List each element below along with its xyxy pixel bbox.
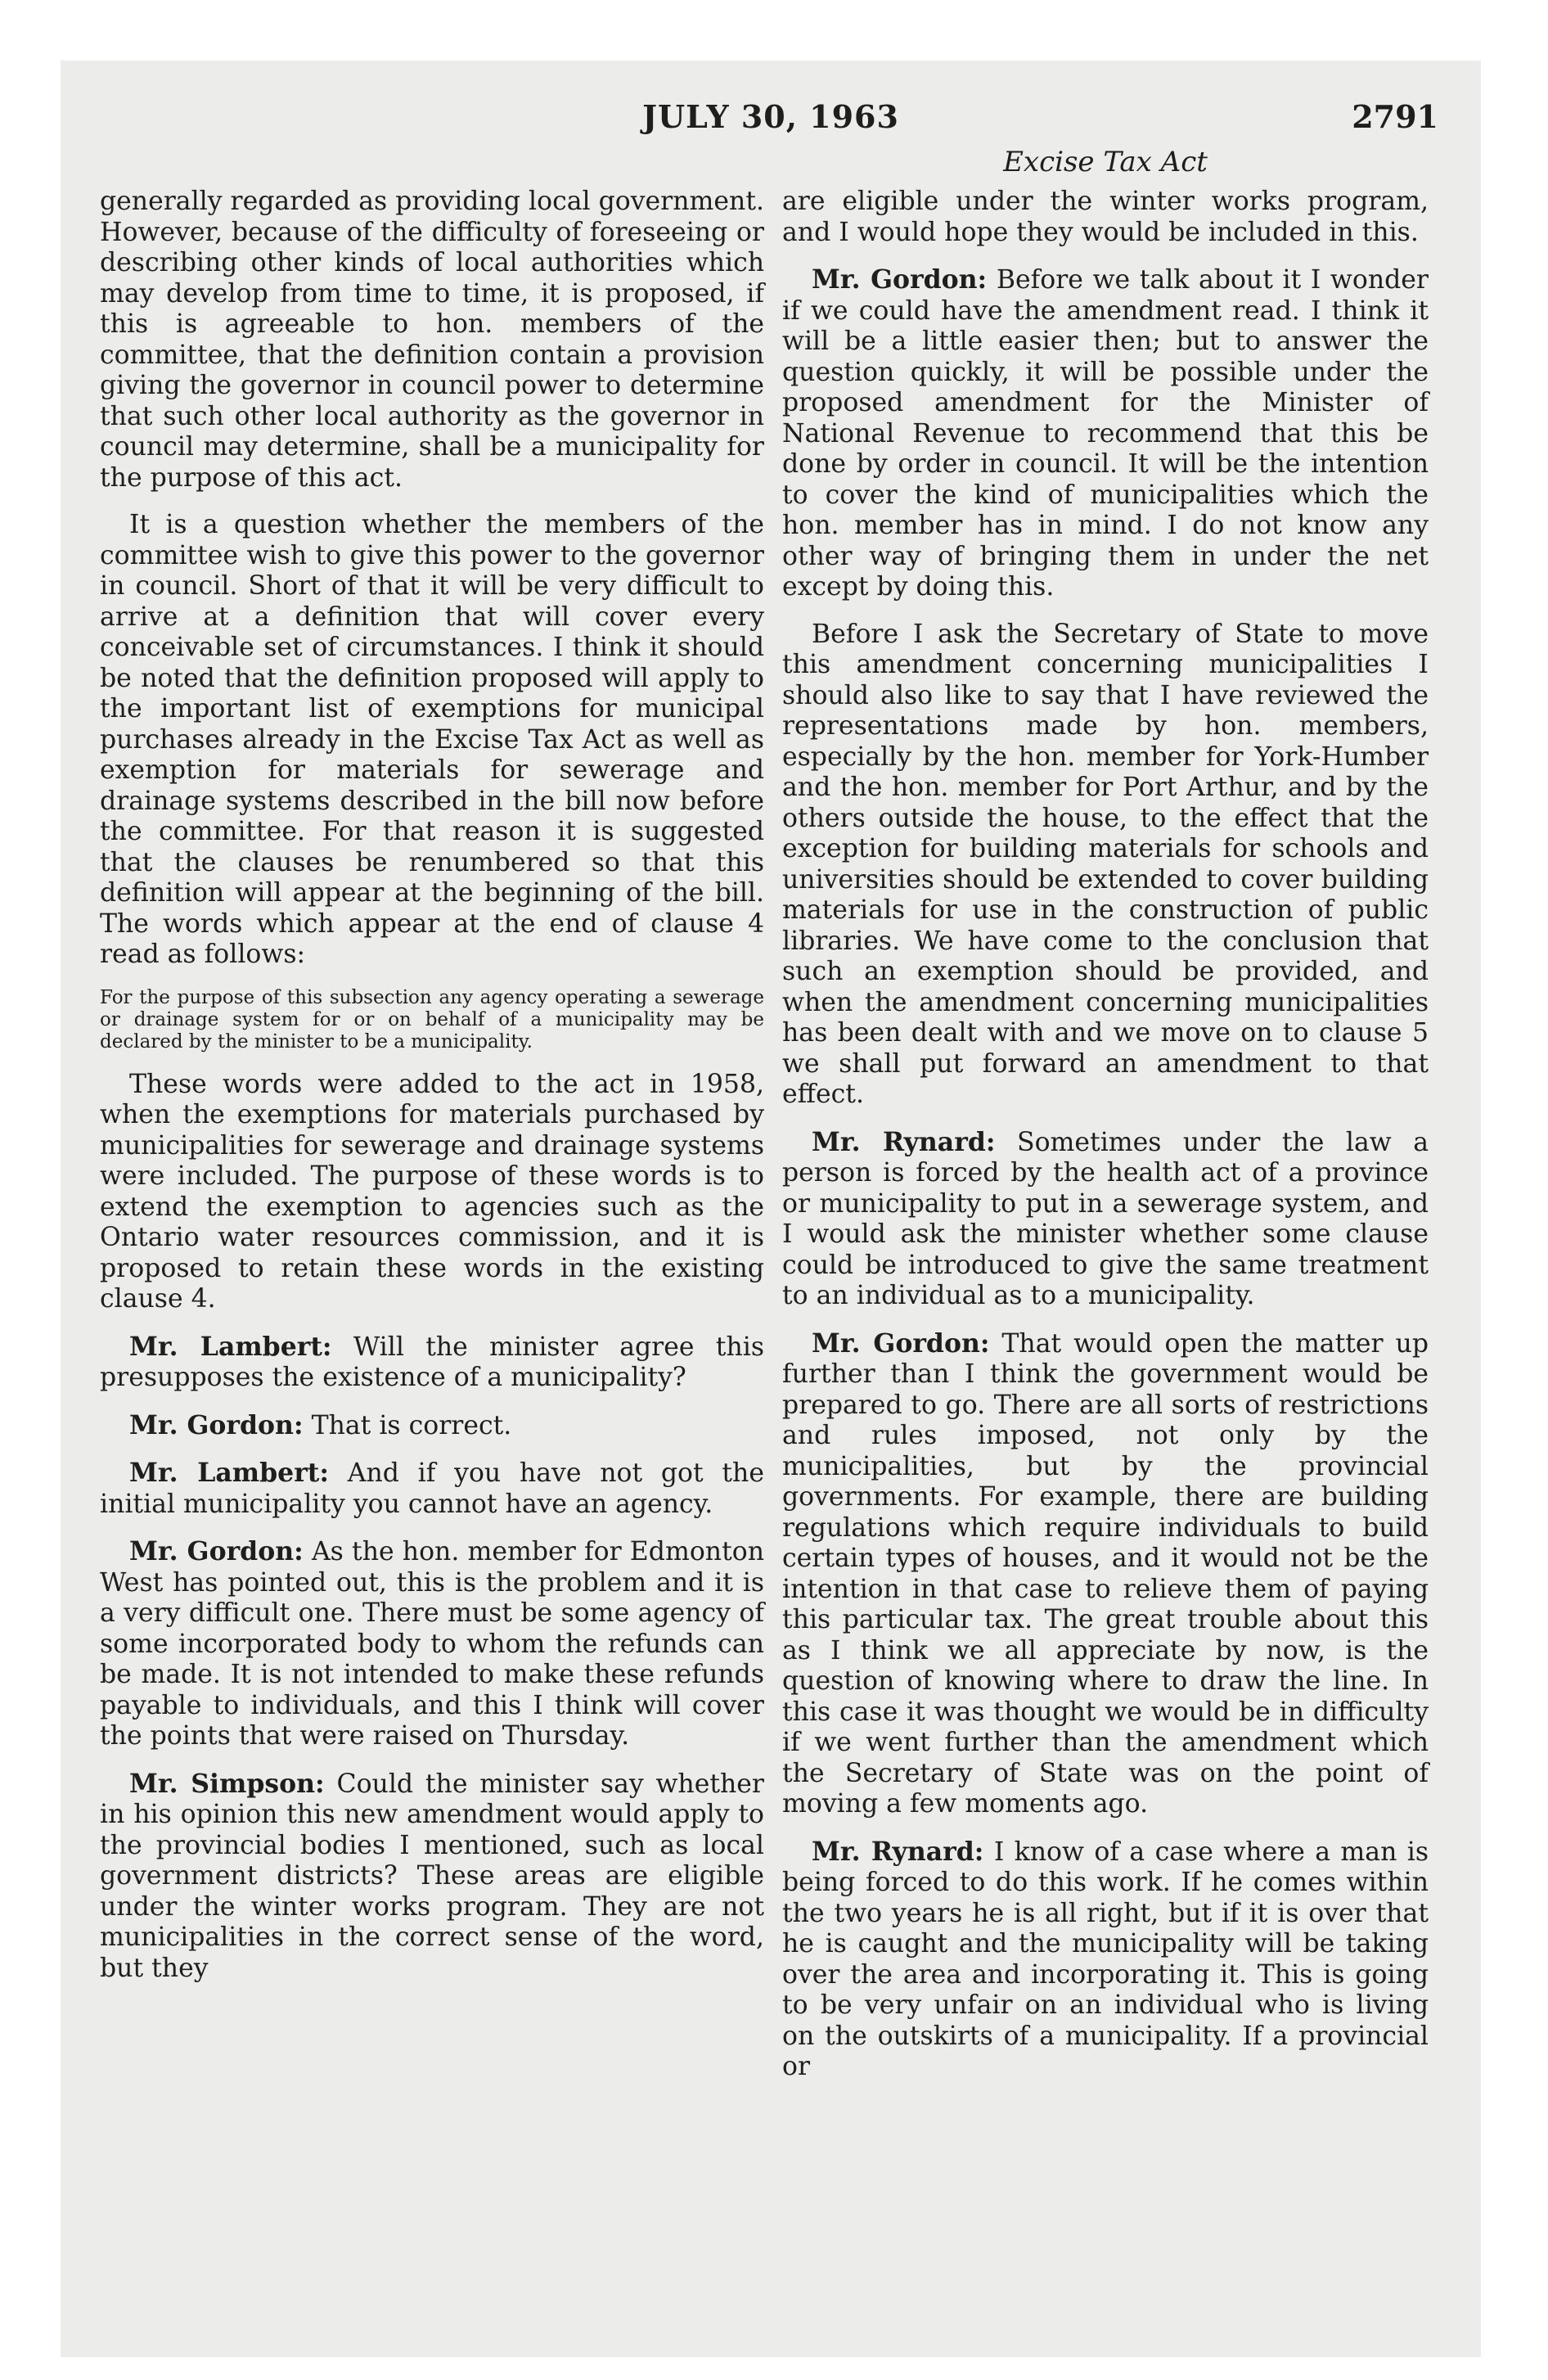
paragraph-text: Sometimes under the law a person is forced by the health act of a province or municipality to put in a sewerage system, and I would ask the minister whether some clause could be introduced to give the same treatment to an individual as to a municipality. xyxy=(782,1127,1429,1310)
paragraph-text: And if you have not got the initial municipality you cannot have an agency. xyxy=(100,1458,764,1519)
paragraph-continued xyxy=(100,187,764,494)
page-header xyxy=(61,98,1481,147)
speaker-name: Mr. Rynard: xyxy=(812,1836,984,1867)
paragraph-text: For the purpose of this subsection any agency operating a sewerage or drainage system for or on behalf of a municipality may be declared by the minister to be a municipality. xyxy=(100,986,764,1053)
right-column xyxy=(782,187,1429,2099)
paragraph-text: These words were added to the act in 1958, when the exemptions for materials purchased by municipalities for sewerage and drainage systems were included. The purpose of these words is to extend the exemption to agencies such as the Ontario water resources commission, and it is proposed to retain these words in the existing clause 4. xyxy=(100,1069,764,1314)
page-number: 2791 xyxy=(1352,98,1438,135)
speech-paragraph xyxy=(782,1837,1429,2083)
speech-paragraph xyxy=(100,1332,764,1394)
speech-paragraph xyxy=(782,1127,1429,1312)
speaker-name: Mr. Gordon: xyxy=(129,1409,304,1440)
speaker-name: Mr. Rynard: xyxy=(812,1126,996,1157)
speaker-name: Mr. Gordon: xyxy=(812,264,988,295)
speaker-name: Mr. Lambert: xyxy=(129,1458,329,1488)
speaker-name: Mr. Gordon: xyxy=(129,1536,304,1566)
paragraph-text: As the hon. member for Edmonton West has pointed out, this is the problem and it is a very difficult one. There must be some agency of some incorporated body to whom the refunds can be made. It is not intended to make these refunds payable to individuals, and this I think will cover the points that were raised on Thursday. xyxy=(100,1537,764,1751)
speech-paragraph xyxy=(100,1769,764,1985)
paragraph-text: That is correct. xyxy=(311,1410,512,1440)
speaker-name: Mr. Lambert: xyxy=(129,1331,332,1362)
paragraph-continued xyxy=(782,187,1429,248)
paragraph-text: Before we talk about it I wonder if we could have the amendment read. I think it will be a little easier then; but to answer the question quickly, it will be possible under the proposed amendment for the Minister of National Revenue to recommend that this be done by order in council. It will be the intention to cover the kind of municipalities which the hon. member has in mind. I do not know any other way of bringing them in under the net except by doing this. xyxy=(782,265,1429,602)
paragraph-text: are eligible under the winter works program, and I would hope they would be included in this. xyxy=(782,187,1429,247)
block-quote xyxy=(100,987,764,1053)
section-title: Excise Tax Act xyxy=(1003,146,1208,178)
speech-paragraph xyxy=(782,1328,1429,1820)
speaker-name: Mr. Simpson: xyxy=(129,1768,325,1799)
paragraph-text: That would open the matter up further than I think the government would be prepared to go. There are all sorts of restrictions and rules imposed, not only by the municipalities, but by the provincial governments. For example, there are building regulations which require individuals to build certain types of houses, and it would not be the intention in that case to relieve them of paying this particular tax. The great trouble about this as I think we all appreciate by now, is the question of knowing where to draw the line. In this case it was thought we would be in difficulty if we went further than the amendment which the Secretary of State was on the point of moving a few moments ago. xyxy=(782,1328,1429,1819)
paragraph-text: It is a question whether the members of the committee wish to give this power to the governor in council. Short of that it will be very difficult to arrive at a definition that will cover every conceivable set of circumstances. I think it should be noted that the definition proposed will apply to the important list of exemptions for municipal purchases already in the Excise Tax Act as well as exemption for materials for sewerage and drainage systems described in the bill now before the committee. For that reason it is suggested that the clauses be renumbered so that this definition will appear at the beginning of the bill. The words which appear at the end of clause 4 read as follows: xyxy=(100,510,764,969)
speech-paragraph xyxy=(100,1410,764,1442)
paragraph-text: Could the minister say whether in his opinion this new amendment would apply to the provincial bodies I mentioned, such as local government districts? These areas are eligible under the winter works program. They are not municipalities in the correct sense of the word, but they xyxy=(100,1769,764,1983)
speaker-name: Mr. Gordon: xyxy=(812,1327,990,1359)
left-column xyxy=(100,187,764,2000)
paragraph xyxy=(782,620,1429,1111)
paragraph-text: I know of a case where a man is being forced to do this work. If he comes within the two years he is all right, but if it is over that he is caught and the municipality will be taking over the area and incorporating it. This is going to be very unfair on an individual who is living on the outskirts of a municipality. If a provincial or xyxy=(782,1837,1429,2081)
speech-paragraph xyxy=(782,264,1429,603)
paragraph-text: Will the minister agree this presupposes the existence of a municipality? xyxy=(100,1332,764,1392)
paragraph xyxy=(100,1070,764,1315)
paragraph xyxy=(100,510,764,971)
paragraph-text: generally regarded as providing local government. However, because of the difficulty of foreseeing or describing other kinds of local authorities which may develop from time to time, it is proposed, if this is agreeable to hon. members of the committee, that the definition contain a provision giving the governor in council power to determine that such other local authority as the governor in council may determine, shall be a municipality for the purpose of this act. xyxy=(100,187,764,493)
speech-paragraph xyxy=(100,1458,764,1520)
speech-paragraph xyxy=(100,1536,764,1752)
paragraph-text: Before I ask the Secretary of State to move this amendment concerning municipalities I should also like to say that I have reviewed the representations made by hon. members, especially by the hon. member for York-Humber and the hon. member for Port Arthur, and by the others outside the house, to the effect that the exception for building materials for schools and universities should be extended to cover building materials for use in the construction of public libraries. We have come to the conclusion that such an exemption should be provided, and when the amendment concerning municipalities has been dealt with and we move on to clause 5 we shall put forward an amendment to that effect. xyxy=(782,619,1429,1109)
header-date: JULY 30, 1963 xyxy=(642,98,899,135)
